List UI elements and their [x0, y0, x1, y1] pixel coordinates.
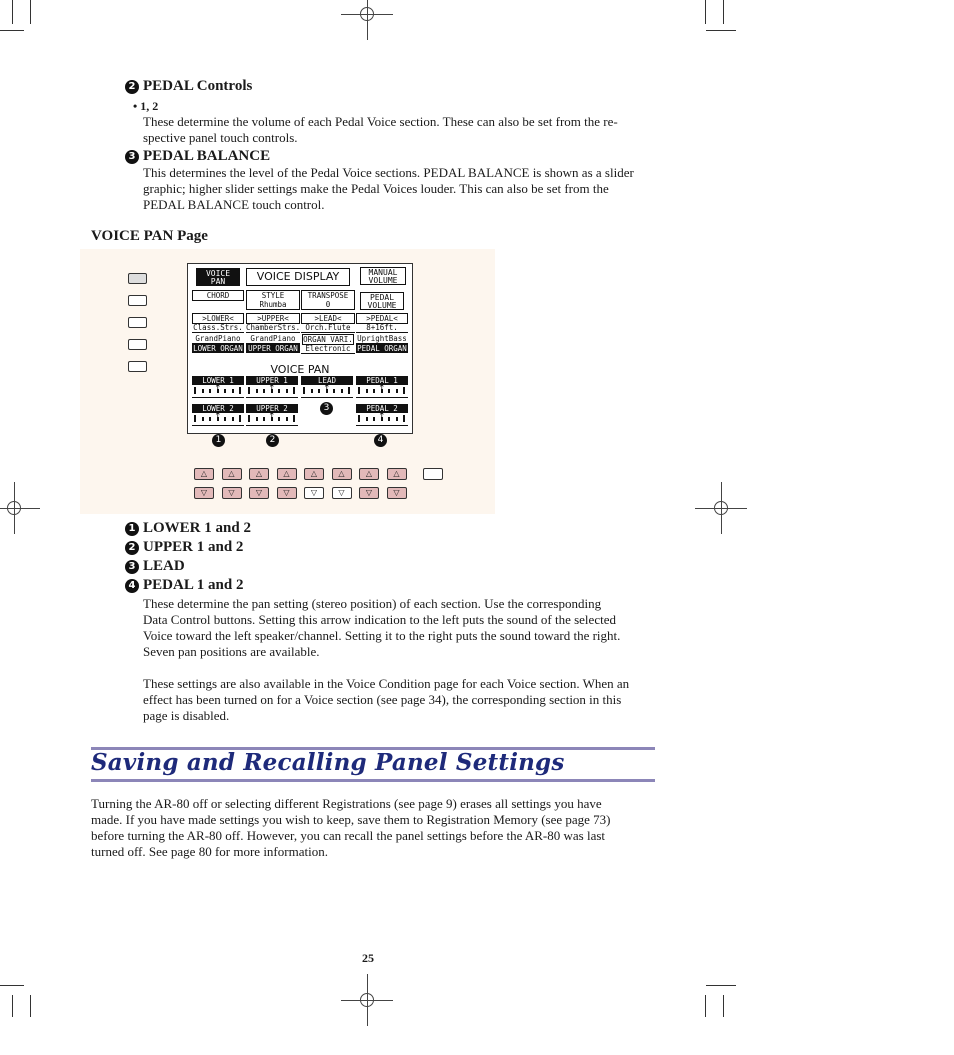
pan-arrow-icon: ↑ [268, 412, 276, 422]
slider-tick [248, 415, 250, 422]
slider-tick [202, 389, 204, 393]
section-rule-bottom [91, 779, 655, 782]
slider-tick [286, 389, 288, 393]
slider-tick [239, 415, 241, 422]
lower-1-pan-slider[interactable] [192, 386, 244, 398]
lower-2-pan-slider[interactable] [192, 414, 244, 426]
slider-baseline [356, 425, 408, 426]
lower-2-label: LOWER 2 [192, 404, 244, 413]
lcd-display [187, 263, 413, 434]
pedal-voice-2: UprightBass [357, 334, 407, 343]
slider-tick [293, 387, 295, 394]
pan-arrow-icon: ↑ [378, 412, 386, 422]
manual-volume-button[interactable]: MANUAL VOLUME [360, 267, 406, 285]
slider-tick [358, 387, 360, 394]
data-down-button-1[interactable]: ▽ [194, 487, 214, 499]
slider-tick [256, 389, 258, 393]
data-up-button-4[interactable]: △ [277, 468, 297, 480]
callout-number: 2 [125, 80, 139, 94]
pedal-1-label: PEDAL 1 [356, 376, 408, 385]
slider-tick [373, 389, 375, 393]
pan-arrow-icon: ↑ [268, 384, 276, 394]
side-button-1[interactable] [128, 273, 147, 284]
slider-tick [348, 387, 350, 394]
callout-number: 3 [125, 150, 139, 164]
slider-tick [366, 417, 368, 421]
pedal-label: >PEDAL< [356, 313, 408, 324]
side-button-4[interactable] [128, 339, 147, 350]
voice-pan-figure [80, 249, 495, 514]
slider-baseline [246, 397, 298, 398]
lead-slider-label: LEAD [301, 376, 353, 385]
item-lead: 3 LEAD [125, 557, 665, 576]
pan-items-list [125, 519, 665, 724]
lower-organ-button[interactable]: LOWER ORGAN [193, 344, 243, 353]
slider-tick [318, 389, 320, 393]
upper-1-pan-slider[interactable] [246, 386, 298, 398]
electronic-label: Electronic [301, 344, 355, 354]
slider-tick [209, 417, 211, 421]
lead-voice: Orch.Flute [301, 323, 355, 333]
pedal-2-pan-slider[interactable] [356, 414, 408, 426]
data-up-button-3[interactable]: △ [249, 468, 269, 480]
side-button-2[interactable] [128, 295, 147, 306]
slider-tick [396, 389, 398, 393]
slider-tick [311, 389, 313, 393]
chord-label: CHORD [192, 290, 244, 301]
item-upper: 2 UPPER 1 and 2 [125, 538, 665, 557]
pedal-volume-button[interactable]: PEDAL VOLUME [360, 292, 404, 310]
slider-baseline [192, 397, 244, 398]
pan-arrow-icon: ↑ [378, 384, 386, 394]
slider-tick [263, 417, 265, 421]
slider-baseline [301, 397, 353, 398]
upper-voice-2: GrandPiano [246, 334, 300, 344]
lower-voice: Class.Strs. [193, 323, 243, 332]
slider-tick [373, 417, 375, 421]
slider-baseline [246, 425, 298, 426]
slider-tick [403, 387, 405, 394]
data-up-button-1[interactable]: △ [194, 468, 214, 480]
page-number: 25 [362, 951, 374, 965]
slider-tick [239, 387, 241, 394]
registration-mark-top [353, 0, 381, 28]
upper-1-label: UPPER 1 [246, 376, 298, 385]
slider-tick [358, 415, 360, 422]
slider-tick [403, 415, 405, 422]
pedal-controls-block [125, 78, 665, 146]
slider-baseline [356, 397, 408, 398]
lead-label: >LEAD< [301, 313, 355, 324]
slider-tick [263, 389, 265, 393]
data-down-button-6[interactable]: ▽ [332, 487, 352, 499]
data-down-button-7[interactable]: ▽ [359, 487, 379, 499]
pedal-controls-text: These determine the volume of each Pedal Voice section. These can also be set from the re- spective panel touch controls. [143, 114, 618, 145]
item-lower: 1 LOWER 1 and 2 [125, 519, 665, 538]
slider-tick [303, 387, 305, 394]
data-down-button-8[interactable]: ▽ [387, 487, 407, 499]
pedal-balance-text: This determines the level of the Pedal Voice sections. PEDAL BALANCE is shown as a slider graphic; higher slider settings make the Pedal Voices louder. This can also be set from the PEDAL BALANCE touch control. [143, 165, 634, 212]
lower-1-label: LOWER 1 [192, 376, 244, 385]
pedal-controls-bullet: • 1, 2 [133, 99, 159, 113]
item-pedal: 4 PEDAL 1 and 2 [125, 576, 665, 595]
slider-tick [278, 417, 280, 421]
style-box: STYLE Rhumba [246, 290, 300, 310]
slider-tick [224, 389, 226, 393]
data-up-button-7[interactable]: △ [359, 468, 379, 480]
pan-arrow-icon: ↑ [323, 384, 331, 394]
registration-mark-bottom [353, 986, 381, 1014]
slider-tick [388, 389, 390, 393]
slider-tick [194, 415, 196, 422]
exit-button[interactable] [423, 468, 443, 480]
upper-2-label: UPPER 2 [246, 404, 298, 413]
lead-pan-slider[interactable] [301, 386, 353, 398]
pedal-balance-heading: 3 PEDAL BALANCE [125, 148, 665, 165]
pedal-1-pan-slider[interactable] [356, 386, 408, 398]
organ-vari-button[interactable]: ORGAN VARI. [303, 335, 353, 344]
lower-voice-2: GrandPiano [192, 334, 244, 344]
pedal-organ-button[interactable]: PEDAL ORGAN [357, 344, 407, 353]
upper-voice: ChamberStrs. [246, 323, 301, 332]
registration-mark-left [0, 494, 28, 522]
voice-pan-tab[interactable]: VOICE PAN [196, 268, 240, 286]
slider-baseline [192, 425, 244, 426]
registration-mark-right [707, 494, 735, 522]
pedal-controls-heading: 2 PEDAL Controls [125, 78, 665, 95]
slider-tick [366, 389, 368, 393]
slider-tick [256, 417, 258, 421]
upper-2-pan-slider[interactable] [246, 414, 298, 426]
side-button-5[interactable] [128, 361, 147, 372]
data-down-button-3[interactable]: ▽ [249, 487, 269, 499]
pan-note: These settings are also available in the Voice Condition page for each Voice section. When an effect has been turned on for a Voice section (see page 34), the corresponding section in this page is disabled. [143, 676, 630, 723]
pan-description: These determine the pan setting (stereo position) of each section. Use the corresponding Data Control buttons. Setting this arrow indication to the left puts the sound of the selected Voice toward the left speaker/channel. Setting it to the right puts the sound toward the right. Seven pan positions are available. [143, 596, 621, 659]
voice-display-title: VOICE DISPLAY [246, 268, 350, 286]
slider-tick [202, 417, 204, 421]
slider-tick [341, 389, 343, 393]
transpose-box: TRANSPOSE 0 [301, 290, 355, 310]
figure-callout-1: 1 [212, 434, 225, 447]
slider-tick [286, 417, 288, 421]
slider-tick [248, 387, 250, 394]
slider-tick [232, 417, 234, 421]
side-button-3[interactable] [128, 317, 147, 328]
upper-organ-button[interactable]: UPPER ORGAN [246, 344, 300, 353]
slider-tick [333, 389, 335, 393]
pedal-balance-block [125, 148, 665, 213]
lower-label: >LOWER< [192, 313, 244, 324]
data-down-button-5[interactable]: ▽ [304, 487, 324, 499]
slider-tick [194, 387, 196, 394]
data-up-button-5[interactable]: △ [304, 468, 324, 480]
figure-callout-2: 2 [266, 434, 279, 447]
data-up-button-8[interactable]: △ [387, 468, 407, 480]
pan-arrow-icon: ↑ [214, 412, 222, 422]
voice-pan-page-heading: VOICE PAN Page [91, 228, 208, 244]
data-up-button-2[interactable]: △ [222, 468, 242, 480]
display-callout-3: 3 [320, 402, 333, 415]
slider-tick [278, 389, 280, 393]
section-title: Saving and Recalling Panel Settings [91, 749, 565, 776]
slider-tick [396, 417, 398, 421]
data-down-button-4[interactable]: ▽ [277, 487, 297, 499]
section-body: Turning the AR-80 off or selecting different Registrations (see page 9) erases all settings you have made. If you have made settings you wish to keep, save them to Registration Memory (see page 73) before turning the AR-80 off. However, you can recall the panel settings before the AR-80 was last turned off. See page 80 for more information. [91, 796, 611, 859]
figure-callout-4: 4 [374, 434, 387, 447]
slider-tick [293, 415, 295, 422]
voice-pan-title: VOICE PAN [270, 363, 330, 376]
data-up-button-6[interactable]: △ [332, 468, 352, 480]
slider-tick [232, 389, 234, 393]
slider-tick [209, 389, 211, 393]
pedal-voice: 8+16ft. [356, 323, 408, 333]
pedal-2-label: PEDAL 2 [356, 404, 408, 413]
data-down-button-2[interactable]: ▽ [222, 487, 242, 499]
upper-label: >UPPER< [246, 313, 300, 324]
slider-tick [224, 417, 226, 421]
slider-tick [388, 417, 390, 421]
pan-arrow-icon: ↑ [214, 384, 222, 394]
